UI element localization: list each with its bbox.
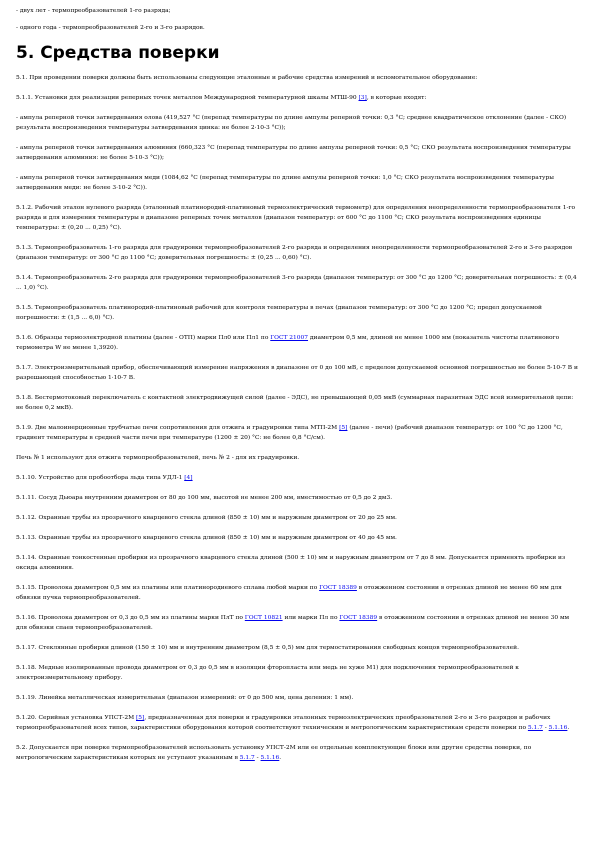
paragraph-text: - (542, 725, 549, 731)
reference-link[interactable]: [5] (339, 425, 348, 431)
intro-bullet: - двух лет - термопреобразователей 1-го разряда; (16, 8, 171, 14)
paragraph-text: , в которые входят: (366, 95, 427, 101)
paragraph-5-1-12: 5.1.12. Охранные трубы из прозрачного кварцевого стекла длиной (850 ± 10) мм и наружным диаметром от 20 до 25 мм. (16, 515, 397, 521)
gost-link[interactable]: ГОСТ 21007 (270, 335, 309, 341)
paragraph-text: 5.1.10. Устройство для пробоотбора льда типа УДЛ-1 (16, 475, 185, 481)
paragraph-text: (далее - печи) (рабочий диапазон температур: от 100 °С до 1200 °С, градиент температуры в средней части печи при температуре (1200 ± 20) °С: не более 0,8 °С/см). (16, 425, 563, 441)
paragraph-5-1-16 (16, 613, 579, 633)
list-item-aluminium: - ампула реперной точки затвердевания алюминия (660,323 °С (перепад температуры по длине ампулы реперной точки: 0,5 °С; СКО результата воспроизведения температуры затвердевания алюминия: не более 5·10-3 °С)); (16, 145, 571, 161)
paragraph-5-1-10 (16, 473, 579, 483)
section-link[interactable]: 5.1.16 (260, 755, 280, 761)
paragraph-5-1-5: 5.1.5. Термопреобразователь платинородий-платиновый рабочий для контроля температуры в печах (диапазон температур: от 300 °С до 1200 °С; предел допускаемой погрешности: ± (1,5 ... 6,0) °С). (16, 305, 542, 321)
section-link[interactable]: 5.1.7 (527, 725, 543, 731)
paragraph-text: 5.1.20. Серийная установка УПСТ-2М (16, 715, 136, 721)
list-item-tin: - ампула реперной точки затвердевания олова (419,527 °С (перепад температуры по длине ампулы реперной точки: 0,3 °С; среднее квадратическое отклонение (далее - СКО) результата воспроизведения температуры затвердевания цинка: не более 2·10-3 °С)); (16, 115, 567, 131)
paragraph-5-1-17: 5.1.17. Стеклянные пробирки длиной (150 ± 10) мм и внутренним диаметром (8,5 ± 0,5) мм для термостатирования свободных концов термопреобразователей. (16, 645, 519, 651)
gost-link[interactable]: ГОСТ 18389 (339, 615, 378, 621)
paragraph-5-1-11: 5.1.11. Сосуд Дьюара внутренним диаметром от 80 до 100 мм, высотой не менее 200 мм, вместимостью от 0,5 до 2 дм3. (16, 495, 393, 501)
paragraph-text: 5.1.9. Две малоинерционные трубчатые печи сопротивления для отжига и градуировки типа МТП-2М (16, 425, 340, 431)
paragraph-5-1-2: 5.1.2. Рабочий эталон нулевого разряда (эталонный платинородий-платиновый термоэлектрический термометр) для определения неопределенности термопреобразователя 1-го разряда и для измерения температуры в диапазоне реперных точек металлов (диапазон температур: от 600 °С до 1100 °С; СКО результата воспроизведения единицы температуры: ± (0,20 ... 0,25) °С). (16, 205, 576, 231)
paragraph-furnaces: Печь № 1 используют для отжига термопреобразователей, печь № 2 - для их градуировки. (16, 455, 300, 461)
reference-link[interactable]: [3] (358, 95, 367, 101)
paragraph-text: диаметром 0,5 мм, длиной не менее 1000 мм (показатель чистоты платинового термометра W не менее 1,3920). (16, 335, 560, 351)
paragraph-text: или марки Пл по (282, 615, 340, 621)
paragraph-5-1-4: 5.1.4. Термопреобразователь 2-го разряда для градуировки термопреобразователей 3-го разряда (диапазон температур: от 300 °С до 1200 °С; доверительная погрешность: ± (0,4 ... 1,0) °С). (16, 275, 577, 291)
paragraph-text: 5.1.16. Проволока диаметром от 0,3 до 0,5 мм из платины марки ПлТ по (16, 615, 245, 621)
section-heading: 5. Средства поверки (16, 43, 220, 63)
section-link[interactable]: 5.1.7 (239, 755, 255, 761)
paragraph-5-1-13: 5.1.13. Охранные трубы из прозрачного кварцевого стекла длиной (850 ± 10) мм и наружным диаметром от 40 до 45 мм. (16, 535, 397, 541)
paragraph-5-1-15 (16, 583, 579, 603)
paragraph-5-1-7: 5.1.7. Электроизмерительный прибор, обеспечивающий измерение напряжения в диапазоне от 0 до 100 мВ, с пределом допускаемой основной погрешностью не более 5·10-7 В и разрешающей способностью 1·10-7 В. (16, 365, 578, 381)
paragraph-5-1-3: 5.1.3. Термопреобразователь 1-го разряда для градуировки термопреобразователей 2-го разряда и определения неопределенности термопреобразователей 2-го и 3-го разрядов (диапазон температур: от 300 °С до 1100 °С; доверительная погрешность: ± (0,25 ... 0,60) °С). (16, 245, 573, 261)
paragraph-text: 5.1.6. Образцы термоэлектродной платины (далее - ОТП) марки Пл0 или Пл1 по (16, 335, 271, 341)
paragraph-5-1-9 (16, 423, 579, 443)
paragraph-5-2 (16, 743, 579, 763)
paragraph-text: 5.1.15. Проволока диаметром 0,5 мм из платины или платинородиевого сплава любой марки по (16, 585, 320, 591)
paragraph-5-1-6 (16, 333, 579, 353)
paragraph-text: . (567, 725, 570, 731)
paragraph-5-1-14: 5.1.14. Охранные тонкостенные пробирки из прозрачного кварцевого стекла длиной (500 ± 10) мм и наружным диаметром от 7 до 8 мм. Допускается применять пробирки из оксида алюминия. (16, 555, 566, 571)
intro-bullet: - одного года - термопреобразователей 2-го и 3-го разрядов. (16, 25, 205, 31)
paragraph-text: 5.1.1. Установки для реализации реперных точек металлов Международной температурной шкалы МТШ-90 (16, 95, 359, 101)
paragraph-5-1-19: 5.1.19. Линейка металлическая измерительная (диапазон измерений: от 0 до 500 мм, цена деления: 1 мм). (16, 695, 354, 701)
paragraph-5-1-1 (16, 93, 579, 103)
gost-link[interactable]: ГОСТ 10821 (244, 615, 283, 621)
paragraph-text: - (254, 755, 261, 761)
paragraph-text: . (279, 755, 282, 761)
paragraph-5-1-20 (16, 713, 579, 733)
reference-link[interactable]: [5] (136, 715, 145, 721)
section-link[interactable]: 5.1.16 (548, 725, 568, 731)
paragraph-5-1-18: 5.1.18. Медные изолированные провода диаметром от 0,3 до 0,5 мм в изоляции фторопласта или медь не хуже М1) для подключения термопреобразователей к электроизмерительному прибору. (16, 665, 519, 681)
gost-link[interactable]: ГОСТ 18389 (319, 585, 357, 591)
paragraph-text: в отожженном состоянии в отрезках длиной не менее 30 мм для обвязки спаев термопреобразователей. (16, 615, 570, 631)
paragraph-5-1-8: 5.1.8. Бестермотоковый переключатель с контактной электродвижущей силой (далее - ЭДС), не превышающей 0,05 мкВ (суммарная паразитная ЭДС всей измерительной цепи: не более 0,2 мкВ). (16, 395, 574, 411)
list-item-copper: - ампула реперной точки затвердевания меди (1084,62 °С (перепад температуры по длине ампулы реперной точки: 1,0 °С; СКО результата воспроизведения температуры затвердевания меди: не более 3·10-2 °С)). (16, 175, 554, 191)
paragraph-5-1: 5.1. При проведении поверки должны быть использованы следующие эталонные и рабочие средства измерений и вспомогательное оборудование: (16, 75, 478, 81)
paragraph-text: 5.2. Допускается при поверке термопреобразователей использовать установку УПСТ-2М или ее отдельные комплектующие блоки или другие средства поверки, по метрологическим характеристикам которых не уступают указанным в (16, 745, 532, 761)
paragraph-text: в отожженном состоянии в отрезках длиной не менее 60 мм для обвязки пучка термопреобразователей. (16, 585, 562, 601)
reference-link[interactable]: [4] (184, 475, 193, 481)
paragraph-text: , предназначенная для поверки и градуировки эталонных термоэлектрических преобразователей 2-го и 3-го разрядов и рабочих термопреобразователей всех типов, характеристики оборудования которой соответствуют техническим и метрологическим характеристикам средств поверки по (16, 715, 551, 731)
